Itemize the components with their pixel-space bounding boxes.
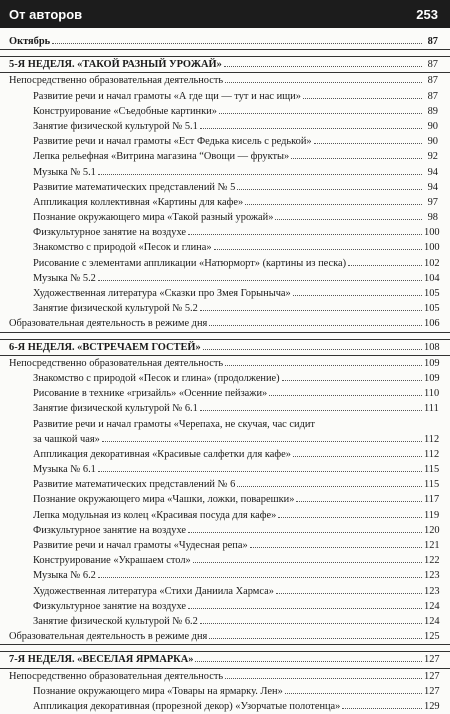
toc-entry-label: Непосредственно образовательная деятельность [9, 670, 224, 682]
toc-page-number: 87 [427, 59, 438, 71]
page-header [0, 0, 450, 28]
toc-page-number: 98 [427, 212, 438, 224]
toc-entry-label: Непосредственно образовательная деятельность [9, 75, 224, 87]
dot-leader [269, 395, 422, 396]
toc-entry[interactable] [0, 508, 450, 523]
toc-entry-label: Октябрь [9, 36, 51, 47]
toc-entry[interactable] [0, 89, 450, 104]
toc-entry-label: Аппликация декоративная «Красивые салфетки для кафе» [33, 448, 291, 460]
toc-entry[interactable] [0, 568, 450, 583]
toc-entry[interactable] [0, 523, 450, 538]
toc-section-heading[interactable] [0, 651, 450, 668]
toc-page-number: 94 [427, 166, 438, 178]
toc-page-number: 123 [424, 585, 440, 597]
toc-entry-label: Лепка модульная из колец «Красивая посуда для кафе» [33, 509, 277, 521]
toc-page-number: 87 [427, 36, 438, 47]
toc-entry-label: 7-Я НЕДЕЛЯ. «ВЕСЕЛАЯ ЯРМАРКА» [9, 654, 194, 666]
dot-leader [276, 593, 422, 594]
toc-entry-label: Развитие математических представлений № 6 [33, 479, 236, 491]
toc-page-number: 100 [424, 227, 440, 239]
dot-leader [188, 532, 422, 533]
toc-page-number: 120 [424, 524, 440, 536]
toc-entry-label: Музыка № 6.1 [33, 464, 96, 476]
toc-entry-label: Образовательная деятельность в режиме дня [9, 631, 208, 643]
toc-entry[interactable] [0, 256, 450, 271]
toc-entry[interactable] [0, 134, 450, 149]
toc-entry-label: Познание окружающего мира «Чашки, ложки, поварешки» [33, 494, 295, 506]
toc-entry-label: за чашкой чая» [33, 433, 100, 445]
toc-entry[interactable] [0, 614, 450, 629]
dot-leader [195, 661, 422, 662]
dot-leader [98, 174, 422, 175]
toc-entry-label: Непосредственно образовательная деятельность [9, 357, 224, 369]
running-title: От авторов [9, 7, 83, 22]
dot-leader [291, 158, 422, 159]
toc-entry-label: Художественная литература «Сказки про Змея Горыныча» [33, 288, 291, 299]
toc-page-number: 121 [424, 540, 440, 551]
toc-entry[interactable] [0, 286, 450, 301]
toc-page-number: 127 [424, 670, 440, 682]
dot-leader [342, 708, 422, 709]
toc-section-heading[interactable] [0, 339, 450, 356]
toc-entry-label: 5-Я НЕДЕЛЯ. «ТАКОЙ РАЗНЫЙ УРОЖАЙ» [9, 59, 222, 71]
toc-page-number: 125 [424, 631, 440, 643]
toc-entry[interactable] [0, 73, 450, 88]
toc-entry-label: Знакомство с природой «Песок и глина» [33, 242, 212, 254]
toc-entry[interactable] [0, 149, 450, 164]
toc-page-number: 90 [427, 120, 438, 132]
toc-entry[interactable] [0, 629, 450, 645]
toc-entry-label: Занятие физической культурой № 5.2 [33, 303, 198, 315]
dot-leader [275, 219, 422, 220]
toc-entry-label: Музыка № 5.1 [33, 166, 96, 178]
dot-leader [303, 98, 422, 99]
toc-page-number: 129 [424, 700, 440, 712]
toc-entry-label: Художественная литература «Стихи Даниила Хармса» [33, 585, 274, 597]
toc-page-number: 127 [424, 654, 440, 666]
toc-entry[interactable] [0, 553, 450, 568]
toc-entry-label: Развитие речи и начал грамоты «Черепаха, не скучая, час сидит [33, 418, 315, 430]
toc-entry[interactable] [0, 301, 450, 316]
dot-leader [237, 189, 422, 190]
toc-page-number: 117 [424, 494, 440, 506]
toc-entry[interactable] [0, 371, 450, 386]
toc-entry-label: Музыка № 5.2 [33, 272, 96, 284]
toc-page-number: 105 [424, 288, 440, 299]
toc-entry-label: Конструирование «Украшаем стол» [33, 555, 191, 567]
toc-entry-label: Аппликация декоративная (прорезной декор) «Узорчатые полотенца» [33, 700, 341, 712]
toc-entry-label: Музыка № 6.2 [33, 570, 96, 582]
toc-page-number: 108 [424, 341, 440, 353]
toc-entry[interactable] [0, 401, 450, 416]
dot-leader [293, 456, 422, 457]
toc-entry-label: Развитие речи и начал грамоты «Чудесная репа» [33, 540, 248, 551]
toc-entry[interactable] [0, 271, 450, 286]
toc-entry-label: Знакомство с природой «Песок и глина» (продолжение) [33, 372, 280, 384]
toc-page-number: 87 [427, 75, 438, 87]
dot-leader [52, 43, 422, 44]
toc-page-number: 89 [427, 105, 438, 117]
toc-entry-label: Физкультурное занятие на воздухе [33, 227, 187, 239]
dot-leader [98, 280, 422, 281]
toc-entry-label: Рисование с элементами аппликации «Натюрморт» (картины из песка) [33, 257, 347, 269]
toc-entry-label: Лепка рельефная «Витрина магазина “Овощи — фрукты» [33, 151, 290, 163]
dot-leader [314, 143, 422, 144]
toc-entry[interactable] [0, 356, 450, 371]
toc-entry[interactable] [0, 165, 450, 180]
dot-leader [282, 380, 422, 381]
toc-entry-label: Развитие речи и начал грамоты «Ест Федька кисель с редькой» [33, 136, 312, 148]
toc-page-number: 104 [424, 272, 440, 284]
toc-entry-label: Занятие физической культурой № 6.2 [33, 615, 198, 627]
toc-page-number: 112 [424, 433, 440, 445]
toc-entry[interactable] [0, 432, 450, 447]
toc-page-number: 127 [424, 685, 440, 697]
toc-page-number: 115 [424, 479, 440, 491]
toc-section-heading[interactable] [0, 56, 450, 73]
toc-entry[interactable] [0, 669, 450, 684]
toc-entry[interactable] [0, 699, 450, 714]
dot-leader [348, 265, 422, 266]
dot-leader [225, 82, 422, 83]
toc-page-number: 110 [424, 388, 440, 400]
dot-leader [102, 441, 422, 442]
dot-leader [214, 249, 422, 250]
toc-page-number: 112 [424, 448, 440, 460]
dot-leader [224, 66, 422, 67]
toc-entry-label: Развитие речи и начал грамоты «А где щи — тут и нас ищи» [33, 90, 301, 102]
dot-leader [188, 608, 422, 609]
toc-page-number: 90 [427, 136, 438, 148]
toc-entry[interactable] [0, 417, 450, 432]
toc-entry-label: 6-Я НЕДЕЛЯ. «ВСТРЕЧАЕМ ГОСТЕЙ» [9, 341, 201, 353]
dot-leader [200, 410, 422, 411]
toc-entry[interactable] [0, 584, 450, 599]
dot-leader [225, 678, 422, 679]
toc-entry-label: Физкультурное занятие на воздухе [33, 600, 187, 612]
dot-leader [245, 204, 422, 205]
toc-page-number: 119 [424, 509, 440, 521]
toc-page-number: 102 [424, 257, 440, 269]
toc-page-number: 123 [424, 570, 440, 582]
dot-leader [237, 486, 422, 487]
toc-entry[interactable] [0, 538, 450, 553]
toc-entry[interactable] [0, 34, 450, 50]
dot-leader [193, 562, 422, 563]
toc-page-number: 92 [427, 151, 438, 163]
toc-page-number: 109 [424, 372, 440, 384]
dot-leader [278, 517, 422, 518]
toc-page-number: 94 [427, 181, 438, 193]
toc-page-number: 124 [424, 600, 440, 612]
page-number: 253 [416, 7, 438, 22]
table-of-contents [0, 34, 450, 714]
toc-entry[interactable] [0, 599, 450, 614]
dot-leader [188, 234, 422, 235]
toc-entry[interactable] [0, 180, 450, 195]
toc-entry-label: Занятие физической культурой № 6.1 [33, 403, 198, 415]
dot-leader [219, 113, 422, 114]
toc-page-number: 111 [424, 403, 439, 415]
toc-page-number: 106 [424, 318, 440, 330]
toc-entry[interactable] [0, 386, 450, 401]
toc-page-number: 109 [424, 357, 440, 369]
toc-entry[interactable] [0, 447, 450, 462]
toc-entry-label: Познание окружающего мира «Товары на ярмарку. Лен» [33, 685, 283, 697]
dot-leader [225, 365, 422, 366]
toc-entry[interactable] [0, 210, 450, 225]
toc-page-number: 124 [424, 615, 440, 627]
toc-entry[interactable] [0, 104, 450, 119]
dot-leader [209, 638, 422, 639]
toc-entry[interactable] [0, 195, 450, 210]
toc-entry-label: Познание окружающего мира «Такой разный урожай» [33, 212, 274, 224]
dot-leader [200, 128, 422, 129]
toc-page-number: 100 [424, 242, 440, 254]
toc-entry[interactable] [0, 316, 450, 332]
toc-entry-label: Занятие физической культурой № 5.1 [33, 120, 198, 132]
dot-leader [200, 623, 422, 624]
toc-entry-label: Рисование в технике «гризайль» «Осенние пейзажи» [33, 388, 268, 400]
toc-page-number: 87 [427, 90, 438, 102]
toc-entry-label: Физкультурное занятие на воздухе [33, 524, 187, 536]
dot-leader [98, 577, 422, 578]
toc-entry[interactable] [0, 119, 450, 134]
dot-leader [200, 310, 422, 311]
toc-entry-label: Развитие математических представлений № 5 [33, 181, 236, 193]
toc-entry-label: Образовательная деятельность в режиме дня [9, 318, 208, 330]
toc-entry[interactable] [0, 225, 450, 240]
dot-leader [98, 471, 422, 472]
toc-page-number: 97 [427, 196, 438, 208]
dot-leader [296, 501, 422, 502]
toc-page-number: 105 [424, 303, 440, 315]
dot-leader [250, 547, 422, 548]
toc-entry[interactable] [0, 492, 450, 507]
toc-page-number: 122 [424, 555, 440, 567]
dot-leader [203, 349, 422, 350]
dot-leader [209, 325, 422, 326]
toc-entry[interactable] [0, 240, 450, 255]
dot-leader [293, 295, 422, 296]
toc-entry[interactable] [0, 462, 450, 477]
toc-page-number: 115 [424, 464, 440, 476]
toc-entry-label: Конструирование «Съедобные картинки» [33, 105, 217, 117]
toc-entry[interactable] [0, 477, 450, 492]
toc-entry[interactable] [0, 684, 450, 699]
toc-entry-label: Аппликация коллективная «Картины для кафе» [33, 196, 244, 208]
